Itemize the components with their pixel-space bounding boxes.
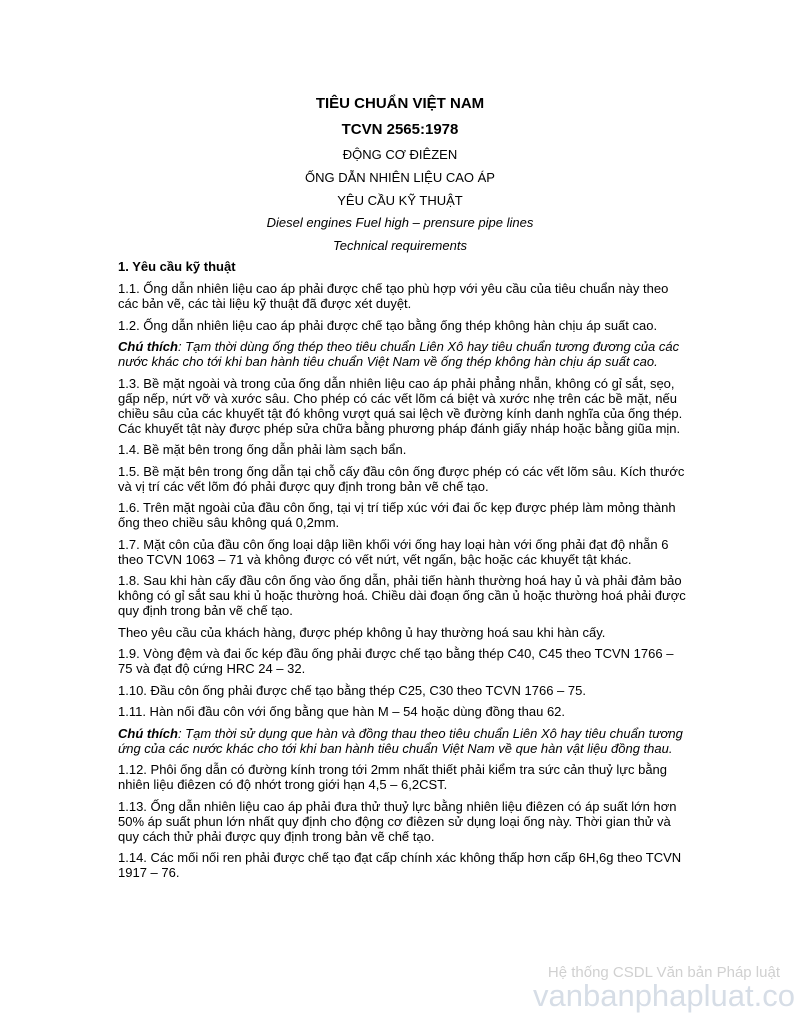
note-text: : Tạm thời dùng ống thép theo tiêu chuẩn Liên Xô hay tiêu chuẩn tương đương của các nước khác cho tới khi ban hành tiêu chuẩn Việt Nam về ống thép không hàn chịu áp suất cao. bbox=[118, 339, 680, 369]
watermark-site: vanbanphapluat.co bbox=[532, 978, 795, 1013]
subtitle-pipe: ỐNG DẪN NHIÊN LIỆU CAO ÁP bbox=[305, 170, 495, 185]
subtitle-engine: ĐỘNG CƠ ĐIÊZEN bbox=[342, 147, 458, 162]
note-1 bbox=[118, 339, 686, 369]
english-title: Diesel engines Fuel high – prensure pipe lines bbox=[266, 215, 534, 230]
paragraph-1-7: 1.7. Mặt côn của đầu côn ống loại dập liền khối với ống hay loại hàn với ống phải đạt độ nhẵn 6 theo TCVN 1063 – 71 và không được có vết nứt, vết ngấn, bậc hoặc các khuyết tật khác. bbox=[118, 536, 669, 567]
standard-code: TCVN 2565:1978 bbox=[341, 121, 459, 138]
note-2 bbox=[118, 726, 686, 756]
paragraph-1-12: 1.12. Phôi ống dẫn có đường kính trong tới 2mm nhất thiết phải kiểm tra sức cản thuỷ lực bằng nhiên liệu điêzen có độ nhớt trong giới hạn 4,5 – 6,2CST. bbox=[118, 762, 668, 792]
section-heading: 1. Yêu cầu kỹ thuật bbox=[118, 259, 236, 274]
subtitle-requirements: YÊU CẦU KỸ THUẬT bbox=[337, 193, 463, 208]
watermark-caption: Hệ thống CSDL Văn bản Pháp luật bbox=[547, 964, 780, 981]
paragraph-1-14: 1.14. Các mối nối ren phải được chế tạo đạt cấp chính xác không thấp hơn cấp 6H,6g theo TCVN 1917 – 76. bbox=[118, 850, 682, 880]
paragraph-1-1: 1.1. Ống dẫn nhiên liệu cao áp phải được chế tạo phù hợp với yêu cầu của tiêu chuẩn này theo các bản vẽ, các tài liệu kỹ thuật đã được xét duyệt. bbox=[118, 281, 669, 311]
paragraph-1-3: 1.3. Bề mặt ngoài và trong của ống dẫn nhiên liệu cao áp phải phẳng nhẵn, không có gỉ sắt, sẹo, gấp nếp, nứt vỡ và xước sâu. Cho phép có các vết lõm cá biệt và xước nhẹ trên các bề mặt, nếu chiều sâu của các khuyết tật đó không vượt quá sai lệch về đường kính danh nghĩa của ống thép. Các khuyết tật này được phép sửa chữa bằng phương pháp đánh giấy nháp hoặc bằng giũa mịn. bbox=[118, 375, 683, 436]
english-subtitle: Technical requirements bbox=[333, 238, 467, 253]
note-text: : Tạm thời sử dụng que hàn và đồng thau theo tiêu chuẩn Liên Xô hay tiêu chuẩn tương ứng của các nước khác cho tới khi ban hành tiêu chuẩn Việt Nam về que hàn vật liệu đồng thau. bbox=[118, 725, 683, 756]
paragraph-1-10: 1.10. Đầu côn ống phải được chế tạo bằng thép C25, C30 theo TCVN 1766 – 75. bbox=[118, 682, 586, 698]
document-title: TIÊU CHUẨN VIỆT NAM bbox=[315, 95, 485, 112]
paragraph-1-13: 1.13. Ống dẫn nhiên liệu cao áp phải đưa thử thuỷ lực bằng nhiên liệu điêzen có áp suất lớn hơn 50% áp suất phun lớn nhất quy định cho động cơ điêzen sử dụng loại ống này. Thời gian thử và quy cách thử phải được quy định trong bản vẽ chế tạo. bbox=[118, 798, 677, 844]
paragraph-1-5: 1.5. Bề mặt bên trong ống dẫn tại chỗ cấy đầu côn ống được phép có các vết lõm sâu. Kích thước và vị trí các vết lõm đó phải được quy định trong bản vẽ chế tạo. bbox=[118, 463, 685, 494]
paragraph-1-9: 1.9. Vòng đệm và đai ốc kép đầu ống phải được chế tạo bằng thép C40, C45 theo TCVN 1766 – 75 và đạt độ cứng HRC 24 – 32. bbox=[118, 646, 674, 676]
note-label: Chú thích bbox=[118, 725, 178, 741]
paragraph-1-2: 1.2. Ống dẫn nhiên liệu cao áp phải được chế tạo bằng ống thép không hàn chịu áp suất cao. bbox=[118, 317, 658, 333]
note-label: Chú thích bbox=[118, 339, 178, 354]
paragraph-1-4: 1.4. Bề mặt bên trong ống dẫn phải làm sạch bẩn. bbox=[118, 442, 407, 457]
paragraph-1-11: 1.11. Hàn nối đầu côn với ống bằng que hàn M – 54 hoặc dùng đồng thau 62. bbox=[118, 704, 566, 719]
document-body bbox=[118, 259, 686, 887]
paragraph-1-6: 1.6. Trên mặt ngoài của đầu côn ống, tại vị trí tiếp xúc với đai ốc kẹp được phép làm mỏng thành ống theo chiều sâu không quá 0,2mm. bbox=[118, 500, 676, 530]
paragraph-1-8: 1.8. Sau khi hàn cấy đầu côn ống vào ống dẫn, phải tiến hành thường hoá hay ủ và phải đảm bảo không có gỉ sắt sau khi ủ hoặc thường hoá. Chiều dài đoạn ống cần ủ hoặc thường hoá phải được quy định trong bản vẽ chế tạo. bbox=[118, 573, 686, 618]
paragraph-customer: Theo yêu cầu của khách hàng, được phép không ủ hay thường hoá sau khi hàn cấy. bbox=[118, 624, 606, 640]
